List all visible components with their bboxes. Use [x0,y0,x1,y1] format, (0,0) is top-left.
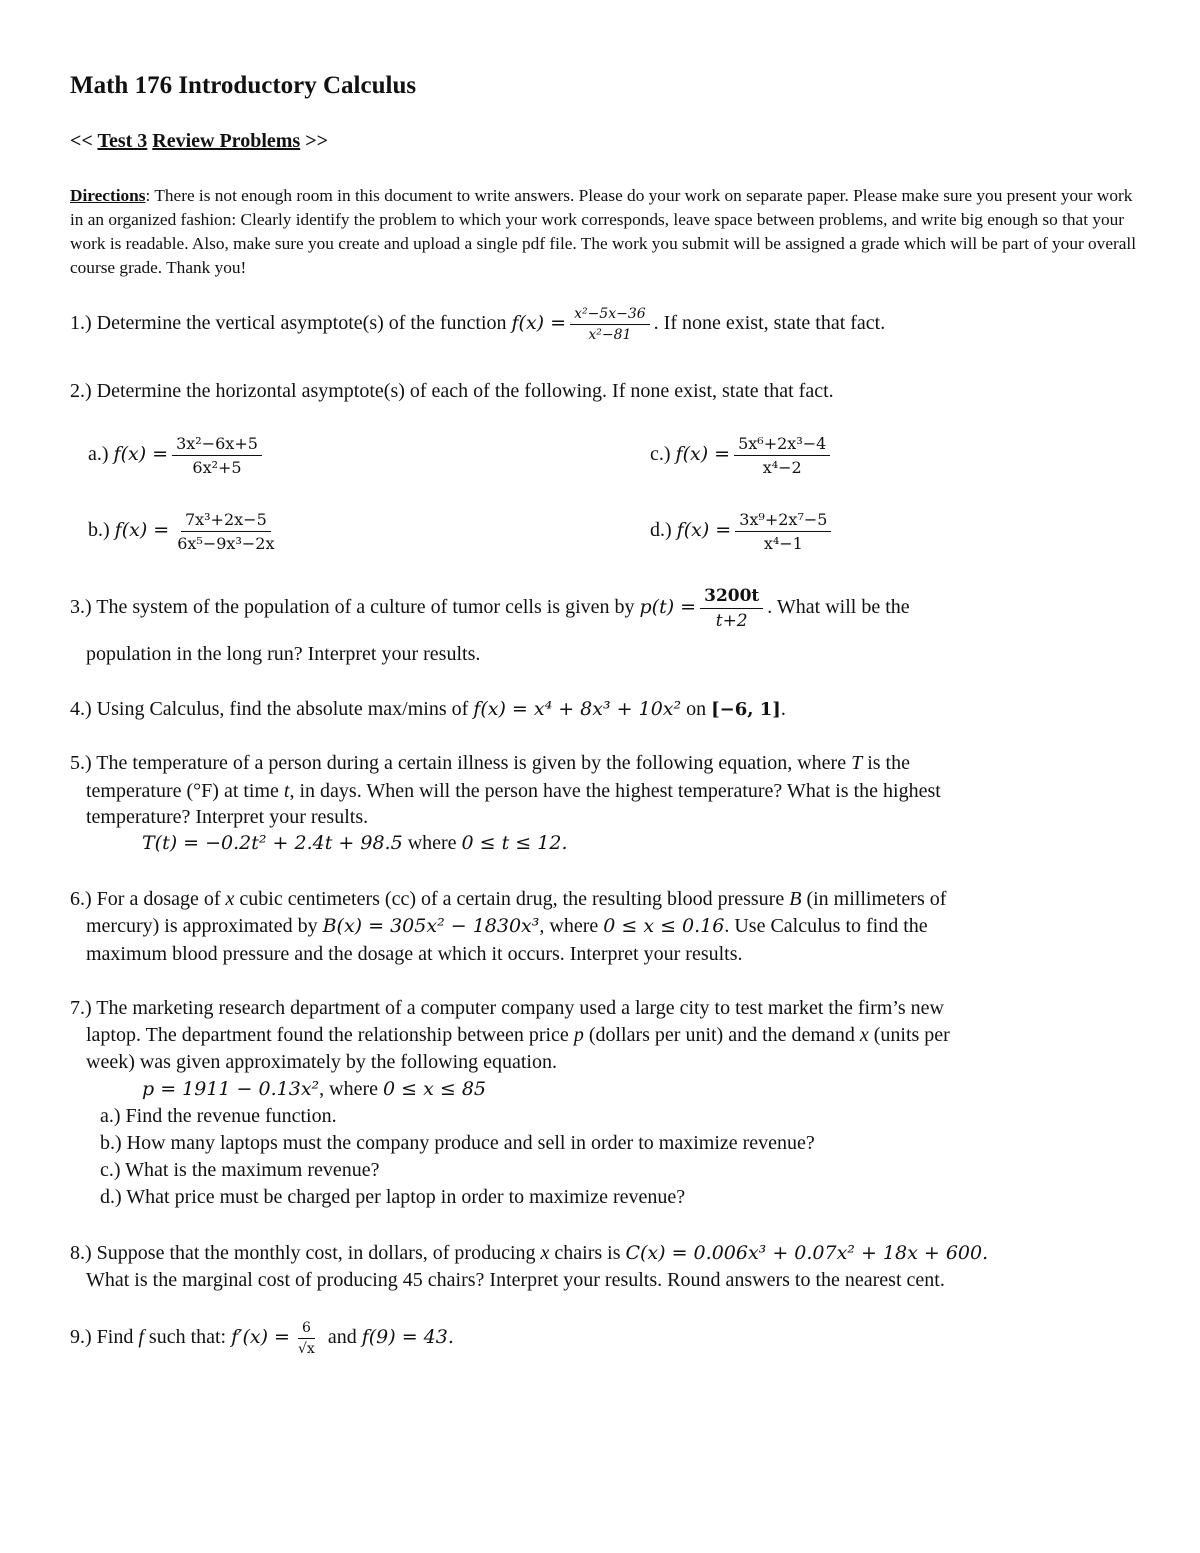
problem-9 [70,1320,454,1357]
p6-var-B: B [789,888,802,910]
p9-lhs: f′(x) = [231,1326,290,1349]
p3-fraction [700,586,763,631]
p2b-fraction [173,510,278,553]
p7-var-p: p [573,1024,584,1046]
p9-numerator: 6 [298,1320,315,1339]
problem-7-line2 [86,1024,950,1047]
p7-line2-c: (units per [868,1024,950,1046]
p5-var-t: t [283,780,290,802]
p9-denominator: √x [297,1341,315,1357]
p8-var-x: x [540,1242,550,1264]
problem-4 [70,698,786,721]
p7-var-x: x [859,1024,869,1046]
directions-paragraph [70,184,1140,280]
p2a-lhs: f(x) = [113,443,169,466]
problem-2b [88,510,282,553]
p4-interval: [−6, 1] [711,699,781,720]
p9-var-f: f [138,1326,144,1349]
p2b-label: b.) [88,519,115,542]
problem-3 [70,586,910,631]
p6-var-x: x [225,888,235,910]
problem-7-line3: week) was given approximately by the following equation. [86,1051,557,1073]
problem-6-line1 [70,888,946,911]
problem-7c: c.) What is the maximum revenue? [100,1159,380,1181]
p9-fraction [294,1320,319,1357]
p8-eq: C(x) = 0.006x³ + 0.07x² + 18x + 600. [625,1242,989,1264]
problem-7a: a.) Find the revenue function. [100,1105,337,1127]
p4-text-a: 4.) Using Calculus, find the absolute max/mins of [70,698,474,720]
p2d-numerator: 3x⁹+2x⁷−5 [735,510,831,532]
p7-eq: p = 1911 − 0.13x² [142,1078,320,1100]
p6-line1-c: (in millimeters of [801,888,947,910]
p2d-fraction [735,510,831,553]
problem-5-equation [142,832,568,855]
p5-var-T: T [851,752,863,774]
directions-label: Directions [70,186,146,205]
p6-line1-a: 6.) For a dosage of [70,888,226,910]
problem-2a [88,434,266,477]
p2b-lhs: f(x) = [114,519,170,542]
subtitle-review: Review Problems [152,130,301,152]
problem-1 [70,306,885,343]
p4-text-b: on [681,698,712,720]
directions-text: : There is not enough room in this document to write answers. Please do your work on separate paper. Please make sure you present your work in an organized fashion: Clearly identify the problem to which your work corresponds, leave space between problems, and write big enough so that your work is readable. Also, make sure you create and upload a single pdf file. The work you submit will be assigned a grade which will be part of your overall course grade. Thank you! [70,186,1137,277]
p2c-lhs: f(x) = [675,443,731,466]
problem-5-line2 [86,780,941,803]
problem-8-line2: What is the marginal cost of producing 45 chairs? Interpret your results. Round answers to the nearest cent. [86,1269,945,1291]
p9-text-a: 9.) Find [70,1326,139,1349]
p2a-label: a.) [88,443,114,466]
p4-expr: f(x) = x⁴ + 8x³ + 10x² [473,698,682,720]
subtitle-open: << [70,130,93,152]
p2d-denominator: x⁴−1 [763,534,803,553]
p2b-denominator: 6x⁵−9x³−2x [177,534,275,553]
p4-end: . [780,698,786,720]
p2c-fraction [734,434,830,477]
p6-eq: B(x) = 305x² − 1830x³ [322,915,540,937]
p3-text-b: . What will be the [767,596,910,619]
p2c-denominator: x⁴−2 [762,458,802,477]
p2c-numerator: 5x⁶+2x³−4 [734,434,830,456]
page-subtitle [70,130,328,153]
page-title: Math 176 Introductory Calculus [70,72,417,99]
p2b-numerator: 7x³+2x−5 [181,510,271,532]
p7-line2-a: laptop. The department found the relationship between price [86,1024,574,1046]
p5-eq: T(t) = −0.2t² + 2.4t + 98.5 [142,832,403,854]
p2a-numerator: 3x²−6x+5 [172,434,262,456]
p1-lhs: f(x) = [511,312,567,335]
p1-fraction [570,306,650,343]
problem-2d [650,510,835,553]
p5-line1-b: is the [862,752,910,774]
p2a-fraction [172,434,262,477]
problem-3-line2: population in the long run? Interpret your results. [86,643,481,665]
p1-denominator: x²−81 [588,327,632,343]
p6-line1-b: cubic centimeters (cc) of a certain drug, the resulting blood pressure [234,888,790,910]
p5-where: where [402,832,462,854]
p1-text-a: 1.) Determine the vertical asymptote(s) of the function [70,312,512,335]
problem-8-line1 [70,1242,988,1265]
p2d-label: d.) [650,519,677,542]
subtitle-test: Test 3 [97,130,148,152]
problem-7d: d.) What price must be charged per laptop in order to maximize revenue? [100,1186,686,1208]
p6-line2-c: . Use Calculus to find the [724,915,928,937]
p3-lhs: p(t) = [639,596,697,619]
problem-7-equation [142,1078,486,1101]
p1-text-b: . If none exist, state that fact. [653,312,886,335]
p2d-lhs: f(x) = [676,519,732,542]
problem-2: 2.) Determine the horizontal asymptote(s) of each of the following. If none exist, state that fact. [70,380,834,402]
subtitle-close: >> [305,130,328,152]
p8-line1-b: chairs is [549,1242,626,1264]
p2c-label: c.) [650,443,676,466]
problem-6-line2 [86,915,928,938]
p9-cond: f(9) = 43. [361,1326,454,1349]
p8-line1-a: 8.) Suppose that the monthly cost, in dollars, of producing [70,1242,541,1264]
p1-numerator: x²−5x−36 [570,306,650,325]
p7-line2-b: (dollars per unit) and the demand [583,1024,860,1046]
p7-range: 0 ≤ x ≤ 85 [383,1078,486,1100]
p2a-denominator: 6x²+5 [192,458,242,477]
p9-text-b: such that: [143,1326,232,1349]
p9-text-c: and [322,1326,362,1349]
problem-7-line1: 7.) The marketing research department of a computer company used a large city to test market the firm’s new [70,997,944,1019]
p5-range: 0 ≤ t ≤ 12. [461,832,568,854]
problem-5-line1 [70,752,910,775]
p5-line2-b: , in days. When will the person have the highest temperature? What is the highest [289,780,941,802]
p3-text-a: 3.) The system of the population of a culture of tumor cells is given by [70,596,640,619]
problem-2c [650,434,834,477]
p3-numerator: 3200t [700,586,763,609]
problem-5-line3: temperature? Interpret your results. [86,806,369,828]
p6-line2-a: mercury) is approximated by [86,915,323,937]
problem-6-line3: maximum blood pressure and the dosage at which it occurs. Interpret your results. [86,943,743,965]
p6-range: 0 ≤ x ≤ 0.16 [603,915,725,937]
p5-line2-a: temperature (°F) at time [86,780,284,802]
problem-7b: b.) How many laptops must the company produce and sell in order to maximize revenue? [100,1132,815,1154]
p6-line2-b: , where [539,915,604,937]
p7-where: , where [319,1078,384,1100]
p3-denominator: t+2 [715,611,748,631]
p5-line1-a: 5.) The temperature of a person during a certain illness is given by the following equation, where [70,752,852,774]
